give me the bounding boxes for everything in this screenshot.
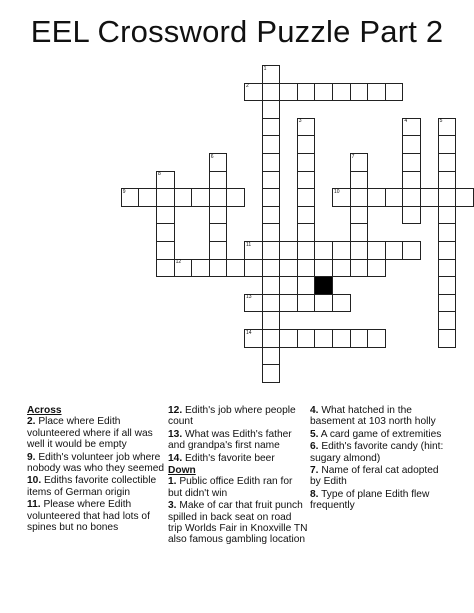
grid-cell[interactable]	[350, 329, 369, 348]
down-heading: Down	[168, 465, 196, 477]
clue-number-label: 6	[210, 153, 214, 160]
grid-cell[interactable]	[438, 241, 457, 260]
clue-item	[27, 416, 167, 450]
grid-cell[interactable]	[138, 188, 157, 207]
across-heading: Across	[27, 405, 62, 416]
clue-item	[168, 453, 308, 464]
grid-cell[interactable]	[262, 259, 281, 278]
clues-column-1	[27, 405, 167, 534]
grid-cell[interactable]	[262, 223, 281, 242]
grid-cell[interactable]	[297, 171, 316, 190]
grid-cell[interactable]	[262, 188, 281, 207]
clue-number-label: 2	[246, 83, 249, 90]
clue-text: Ediths favorite collectible items of German origin	[27, 475, 157, 498]
clue-item	[27, 452, 167, 475]
grid-cell[interactable]	[297, 223, 316, 242]
grid-cell[interactable]	[438, 223, 457, 242]
clue-number-label: 1	[263, 65, 267, 72]
grid-cell[interactable]	[314, 259, 333, 278]
clue-item	[310, 465, 450, 488]
clue-number: 12.	[168, 405, 183, 416]
grid-cell[interactable]	[297, 135, 316, 154]
grid-cell[interactable]	[438, 259, 457, 278]
clue-text: Name of feral cat adopted by Edith	[310, 465, 439, 488]
grid-cell[interactable]	[420, 188, 439, 207]
grid-cell[interactable]	[438, 311, 457, 330]
clue-number: 9.	[27, 451, 36, 463]
clue-number-label: 14	[246, 329, 252, 336]
grid-cell[interactable]	[226, 188, 245, 207]
clue-text: Please where Edith volunteered that had lots of spines but no bones	[27, 499, 150, 534]
clue-item	[168, 429, 308, 452]
page-title: EEL Crossword Puzzle Part 2	[30, 14, 444, 49]
clue-text: Make of car that fruit punch spilled in back seat on road trip Worlds Fair in Knoxville TN also famous gambling location	[168, 500, 308, 546]
clue-number-label: 4	[404, 118, 408, 125]
clue-number-label: 10	[334, 188, 340, 195]
clues-column-3	[310, 405, 450, 513]
grid-cell[interactable]	[332, 83, 351, 102]
grid-cell[interactable]	[262, 100, 281, 119]
grid-cell[interactable]	[438, 135, 457, 154]
clue-text: Edith's volunteer job where nobody was who they seemed	[27, 451, 165, 475]
grid-cell[interactable]	[262, 83, 281, 102]
grid-cell[interactable]	[226, 259, 245, 278]
grid-cell[interactable]	[314, 83, 333, 102]
grid-cell[interactable]	[367, 241, 386, 260]
grid-cell[interactable]	[209, 206, 228, 225]
clue-item	[310, 441, 450, 464]
grid-cell[interactable]	[191, 188, 210, 207]
clue-number-label: 13	[246, 294, 252, 301]
grid-cell[interactable]	[438, 329, 457, 348]
grid-cell[interactable]	[314, 241, 333, 260]
grid-cell[interactable]	[262, 329, 281, 348]
grid-cell[interactable]	[262, 118, 281, 137]
clue-text: Edith's job where people count	[168, 405, 296, 428]
clue-number: 6.	[310, 441, 319, 453]
grid-cell[interactable]	[297, 206, 316, 225]
clue-number: 2.	[27, 416, 36, 428]
grid-cell[interactable]	[262, 294, 281, 313]
clue-number: 14.	[168, 452, 183, 464]
grid-cell[interactable]	[262, 276, 281, 295]
grid-cell[interactable]	[332, 329, 351, 348]
grid-cell[interactable]	[279, 329, 298, 348]
grid-cell[interactable]	[297, 294, 316, 313]
clue-item	[310, 429, 450, 440]
clue-text: Edith's favorite candy (hint: sugary almond)	[310, 441, 444, 464]
grid-cell[interactable]	[402, 241, 421, 260]
clues-column-2	[168, 405, 308, 547]
grid-cell[interactable]	[262, 135, 281, 154]
clues-section	[0, 405, 474, 610]
grid-cell[interactable]	[262, 311, 281, 330]
grid-cell[interactable]	[297, 276, 316, 295]
grid-cell[interactable]	[350, 188, 369, 207]
grid-cell[interactable]	[350, 206, 369, 225]
grid-cell[interactable]	[279, 241, 298, 260]
clue-number-label: 9	[122, 188, 126, 195]
grid-cell[interactable]	[402, 153, 421, 172]
grid-cell[interactable]	[350, 223, 369, 242]
grid-cell[interactable]	[385, 241, 404, 260]
grid-cell[interactable]	[262, 171, 281, 190]
grid-cell[interactable]	[402, 135, 421, 154]
grid-cell[interactable]	[438, 171, 457, 190]
grid-cell[interactable]	[297, 153, 316, 172]
grid-cell[interactable]	[367, 188, 386, 207]
grid-cell[interactable]	[209, 223, 228, 242]
clue-item	[310, 405, 450, 428]
clue-text: Place where Edith volunteered where if all was well it would be empty	[27, 416, 153, 451]
grid-cell[interactable]	[279, 259, 298, 278]
grid-cell[interactable]	[279, 294, 298, 313]
grid-cell[interactable]	[367, 259, 386, 278]
grid-cell[interactable]	[156, 188, 175, 207]
grid-cell[interactable]	[402, 206, 421, 225]
grid-cell[interactable]	[156, 223, 175, 242]
clue-text: A card game of extremities	[318, 428, 442, 440]
clue-number: 1.	[168, 476, 177, 488]
grid-cell[interactable]	[350, 259, 369, 278]
grid-cell[interactable]	[350, 241, 369, 260]
grid-black-cell	[314, 276, 333, 295]
clue-number-label: 12	[175, 259, 182, 266]
grid-cell[interactable]	[438, 276, 457, 295]
grid-cell[interactable]	[156, 206, 175, 225]
grid-cell[interactable]	[385, 83, 404, 102]
grid-cell[interactable]	[402, 188, 421, 207]
grid-cell[interactable]	[350, 171, 369, 190]
grid-cell[interactable]	[279, 83, 298, 102]
clue-number-label: 11	[246, 241, 252, 248]
grid-cell[interactable]	[156, 241, 175, 260]
clue-number-label: 7	[351, 153, 355, 160]
grid-cell[interactable]	[297, 329, 316, 348]
clue-text: What hatched in the basement at 103 north holly	[310, 405, 436, 428]
clue-item	[168, 500, 308, 546]
clue-number: 7.	[310, 465, 319, 477]
clue-item	[168, 405, 308, 428]
grid-cell[interactable]	[156, 259, 175, 278]
clue-number-label: 8	[158, 171, 161, 178]
clue-number: 11.	[27, 499, 41, 511]
grid-cell[interactable]	[438, 206, 457, 225]
grid-cell[interactable]	[332, 294, 351, 313]
grid-cell[interactable]	[297, 188, 316, 207]
grid-cell[interactable]	[314, 329, 333, 348]
grid-cell[interactable]	[262, 153, 281, 172]
grid-cell[interactable]	[350, 83, 369, 102]
grid-cell[interactable]	[332, 259, 351, 278]
clue-text: Type of plane Edith flew frequently	[310, 488, 430, 512]
clue-number: 5.	[310, 428, 319, 440]
clue-item	[27, 475, 167, 498]
clue-item	[310, 489, 450, 512]
clue-number: 8.	[310, 488, 319, 500]
clue-item	[27, 499, 167, 533]
grid-cell[interactable]	[297, 83, 316, 102]
grid-cell[interactable]	[332, 241, 351, 260]
grid-cell[interactable]	[262, 347, 281, 366]
clue-text: Edith's favorite beer	[182, 452, 275, 464]
grid-cell[interactable]	[262, 206, 281, 225]
clue-text: What was Edith's father and grandpa's first name	[168, 428, 292, 452]
grid-cell[interactable]	[262, 241, 281, 260]
grid-cell[interactable]	[209, 259, 228, 278]
grid-cell[interactable]	[209, 188, 228, 207]
grid-cell[interactable]	[244, 259, 263, 278]
grid-cell[interactable]	[385, 188, 404, 207]
clue-item	[168, 476, 308, 499]
clue-text: Public office Edith ran for but didn't win	[168, 476, 293, 499]
grid-cell[interactable]	[438, 294, 457, 313]
grid-cell[interactable]	[209, 171, 228, 190]
grid-cell[interactable]	[297, 241, 316, 260]
grid-cell[interactable]	[455, 188, 474, 207]
grid-cell[interactable]	[191, 259, 210, 278]
grid-cell[interactable]	[262, 364, 281, 383]
grid-cell[interactable]	[297, 259, 316, 278]
clue-number: 4.	[310, 405, 319, 416]
grid-cell[interactable]	[367, 329, 386, 348]
grid-cell[interactable]	[367, 83, 386, 102]
grid-cell[interactable]	[209, 241, 228, 260]
grid-cell[interactable]	[402, 171, 421, 190]
grid-cell[interactable]	[438, 153, 457, 172]
clue-number-label: 3	[298, 118, 302, 125]
clue-number-label: 5	[439, 118, 443, 125]
grid-cell[interactable]	[438, 188, 457, 207]
clue-number: 13.	[168, 428, 183, 440]
grid-cell[interactable]	[174, 188, 193, 207]
clue-number: 3.	[168, 500, 177, 512]
clue-number: 10.	[27, 475, 42, 487]
grid-cell[interactable]	[314, 294, 333, 313]
